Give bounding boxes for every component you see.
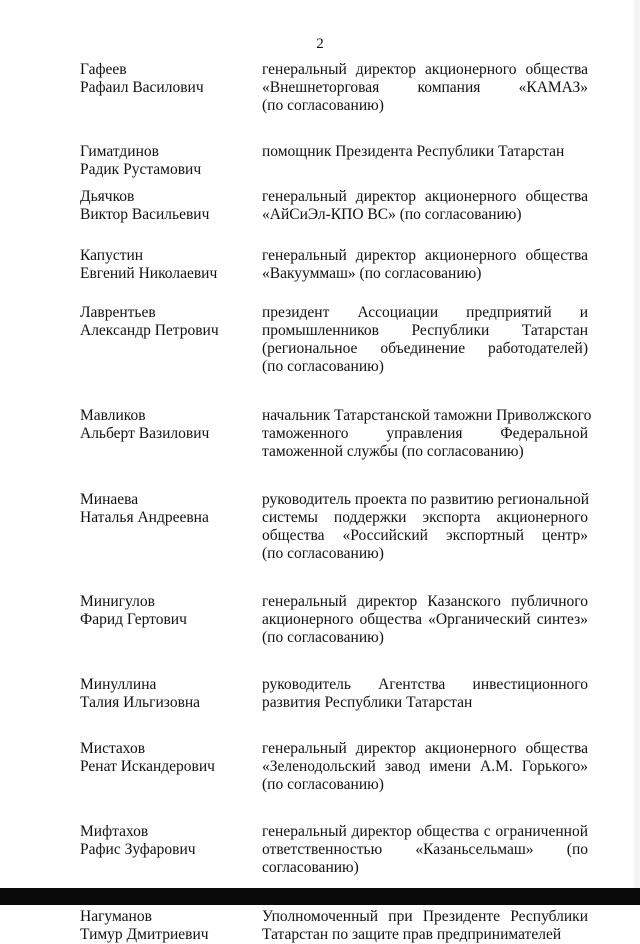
member-role-line: руководитель проекта по развитию региональной (262, 491, 590, 508)
member-surname: Мистахов (80, 740, 146, 757)
member-name (80, 407, 250, 443)
member-surname: Гиматдинов (80, 143, 159, 160)
member-surname: Капустин (80, 247, 144, 264)
member-name (80, 61, 250, 97)
member-entry (80, 491, 588, 563)
member-given-names: Рафис Зуфарович (80, 841, 196, 858)
member-name (80, 740, 250, 776)
member-role (262, 143, 588, 161)
member-name (80, 823, 250, 859)
member-role-line: «АйСиЭл-КПО ВС» (по согласованию) (262, 206, 522, 223)
member-entry (80, 740, 588, 794)
member-role-line: «Внешнеторговая компания «КАМАЗ» (262, 79, 588, 96)
member-surname: Лаврентьев (80, 304, 156, 321)
member-entry (80, 593, 588, 647)
member-entry (80, 188, 588, 224)
member-role (262, 823, 588, 877)
member-role (262, 676, 588, 712)
page-number: 2 (316, 36, 324, 52)
member-role-line: развития Республики Татарстан (262, 694, 473, 711)
member-surname: Минаева (80, 491, 139, 508)
member-role-line: (по согласованию) (262, 545, 384, 562)
member-given-names: Рафаил Василович (80, 79, 204, 96)
member-name (80, 188, 250, 224)
member-role (262, 304, 588, 376)
member-role (262, 908, 588, 944)
member-given-names: Виктор Васильевич (80, 206, 210, 223)
member-role-line: генеральный директор акционерного общества (262, 740, 588, 757)
member-role (262, 247, 588, 283)
member-role-line: генеральный директор акционерного общества (262, 247, 588, 264)
member-role-line: ответственностью «Казаньсельмаш» (по (262, 841, 588, 858)
member-role-line: Татарстан по защите прав предпринимателей (262, 926, 562, 943)
member-name (80, 247, 250, 283)
member-entry (80, 676, 588, 712)
member-name (80, 676, 250, 712)
member-surname: Нагуманов (80, 908, 152, 925)
member-role-line: таможенной службы (по согласованию) (262, 443, 524, 460)
member-role-line: акционерного общества «Органический синтез» (262, 611, 588, 628)
member-entry (80, 823, 588, 877)
member-role (262, 491, 588, 563)
member-role-line: (региональное объединение работодателей) (262, 340, 588, 357)
member-surname: Дьячков (80, 188, 135, 205)
member-list (80, 61, 592, 944)
scan-edge-shadow (634, 0, 640, 905)
member-role-line: руководитель Агентства инвестиционного (262, 676, 588, 693)
member-given-names: Наталья Андреевна (80, 509, 209, 526)
member-role-line: генеральный директор акционерного общества (262, 61, 588, 78)
member-role-line: «Вакууммаш» (по согласованию) (262, 265, 482, 282)
member-surname: Гафеев (80, 61, 127, 78)
member-surname: Мифтахов (80, 823, 149, 840)
member-name (80, 908, 250, 944)
member-surname: Минигулов (80, 593, 155, 610)
member-surname: Мавликов (80, 407, 146, 424)
scan-bottom-edge (0, 888, 640, 905)
member-role-line: (по согласованию) (262, 776, 384, 793)
member-entry (80, 61, 588, 115)
member-role-line: (по согласованию) (262, 97, 384, 114)
member-role (262, 740, 588, 794)
member-role-line: системы поддержки экспорта акционерного (262, 509, 588, 526)
member-given-names: Фарид Гертович (80, 611, 187, 628)
member-entry (80, 143, 588, 178)
member-given-names: Ренат Искандерович (80, 758, 215, 775)
member-role-line: начальник Татарстанской таможни Приволжского (262, 407, 592, 424)
member-role-line: помощник Президента Республики Татарстан (262, 143, 565, 160)
member-role-line: генеральный директор общества с ограниченной (262, 823, 588, 840)
member-entry (80, 407, 592, 461)
member-role-line: генеральный директор акционерного общества (262, 188, 588, 205)
member-entry (80, 304, 588, 376)
member-given-names: Александр Петрович (80, 322, 219, 339)
member-surname: Минуллина (80, 676, 157, 693)
member-name (80, 143, 250, 179)
member-given-names: Евгений Николаевич (80, 265, 218, 282)
member-name (80, 304, 250, 340)
member-role-line: общества «Российский экспортный центр» (262, 527, 588, 544)
member-name (80, 593, 250, 629)
member-given-names: Альберт Вазилович (80, 425, 210, 442)
member-entry (80, 908, 588, 944)
member-role-line: генеральный директор Казанского публичного (262, 593, 588, 610)
member-given-names: Талия Ильгизовна (80, 694, 201, 711)
member-role (262, 407, 592, 461)
member-role-line: промышленников Республики Татарстан (262, 322, 588, 339)
member-role-line: президент Ассоциации предприятий и (262, 304, 588, 321)
member-given-names: Тимур Дмитриевич (80, 926, 209, 943)
member-role (262, 593, 588, 647)
member-role-line: таможенного управления Федеральной (262, 425, 588, 442)
member-given-names: Радик Рустамович (80, 161, 202, 178)
member-role-line: Уполномоченный при Президенте Республики (262, 908, 588, 925)
member-role (262, 61, 588, 115)
member-role-line: (по согласованию) (262, 358, 384, 375)
member-role (262, 188, 588, 224)
member-role-line: (по согласованию) (262, 629, 384, 646)
member-role-line: согласованию) (262, 859, 359, 876)
member-name (80, 491, 250, 527)
member-entry (80, 247, 588, 283)
member-role-line: «Зеленодольский завод имени А.М. Горького» (262, 758, 588, 775)
